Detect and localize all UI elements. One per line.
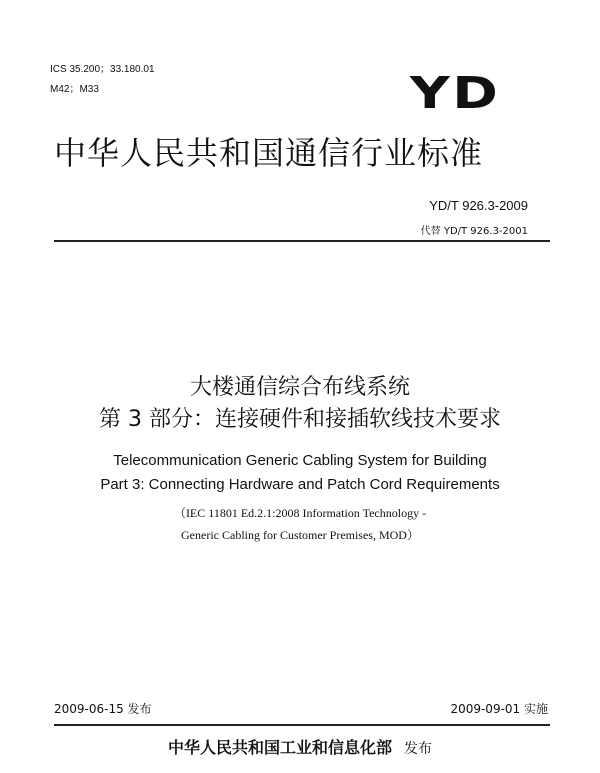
- supersedes-note: 代替 YD/T 926.3-2001: [420, 226, 528, 237]
- standard-number: YD/T 926.3-2009: [429, 198, 528, 213]
- publisher-line: [0, 735, 600, 758]
- classification-code: M42；M33: [50, 84, 99, 95]
- bottom-divider: [54, 724, 550, 726]
- yd-logo: YD: [409, 68, 500, 119]
- title-cn-line1: 大楼通信综合布线系统: [189, 375, 410, 400]
- title-en-line1: Telecommunication Generic Cabling System for Building: [113, 452, 487, 469]
- publisher-name: 中华人民共和国工业和信息化部: [167, 738, 392, 757]
- standard-category-title: 中华人民共和国通信行业标准: [54, 134, 484, 172]
- ics-code: ICS 35.200；33.180.01: [50, 64, 155, 75]
- title-en-line2: Part 3: Connecting Hardware and Patch Cord Requirements: [100, 476, 500, 493]
- implementation-date: 2009-09-01 实施: [450, 702, 548, 716]
- top-divider: [54, 240, 550, 242]
- title-cn-line2: 第 3 部分：连接硬件和接插软线技术要求: [99, 407, 501, 432]
- issue-date: 2009-06-15 发布: [54, 702, 152, 716]
- reference-line2: Generic Cabling for Customer Premises, MOD）: [181, 528, 419, 542]
- reference-line1: （IEC 11801 Ed.2.1:2008 Information Technology -: [173, 506, 427, 520]
- publisher-issue-word: 发布: [404, 741, 432, 757]
